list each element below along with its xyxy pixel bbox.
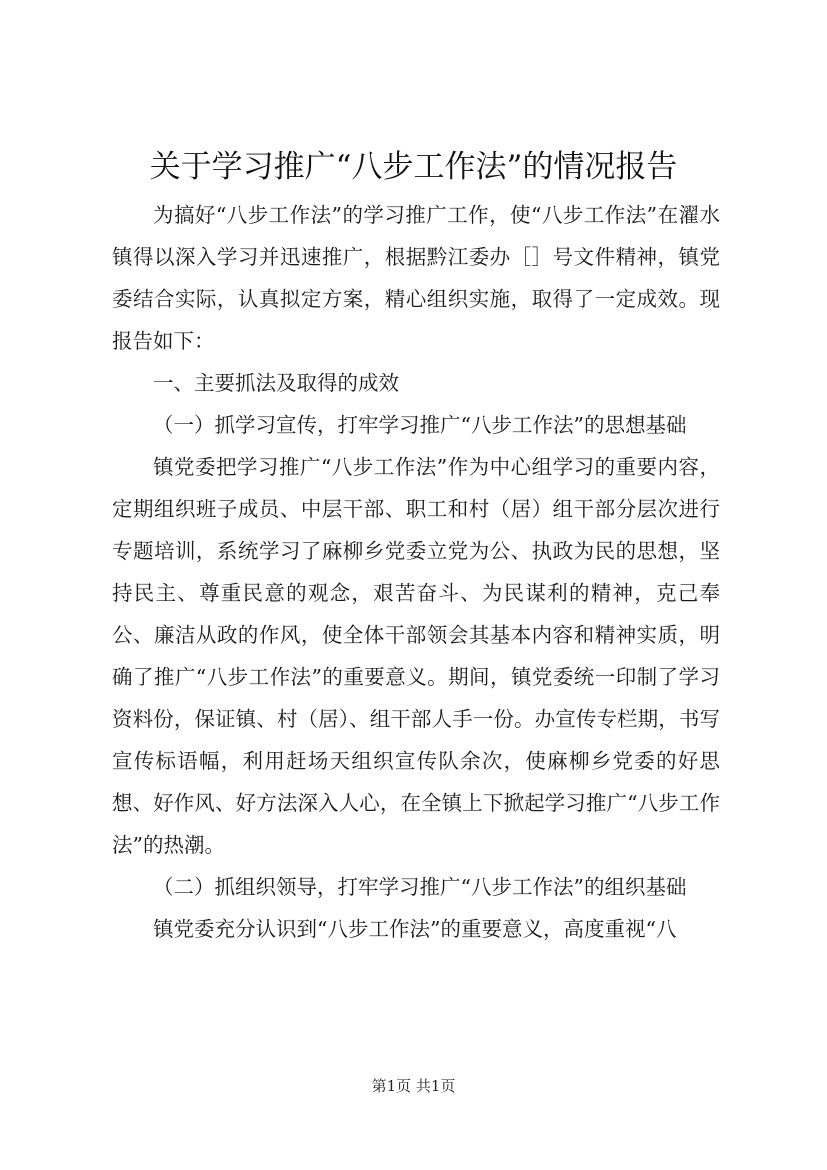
paragraph-organization: 镇党委充分认识到“八步工作法”的重要意义，高度重视“八 — [153, 917, 677, 941]
subsection-heading-2: （二）抓组织领导，打牢学习推广“八步工作法”的组织基础 — [153, 875, 687, 899]
paragraph-intro: 为搞好“八步工作法”的学习推广工作，使“八步工作法”在濯水镇得以深入学习并迅速推广，根据黔江委办［］号文件精神，镇党委结合实际，认真拟定方案，精心组织实施，取得了一定成效。现报告如下： — [112, 203, 720, 353]
section-heading-1: 一、主要抓法及取得的成效 — [153, 371, 399, 395]
page-footer: 第1页 共1页 — [371, 1077, 456, 1095]
document-title: 关于学习推广“八步工作法”的情况报告 — [149, 149, 678, 185]
document-body — [112, 194, 720, 950]
paragraph-study-promotion: 镇党委把学习推广“八步工作法”作为中心组学习的重要内容，定期组织班子成员、中层干部、职工和村（居）组干部分层次进行专题培训，系统学习了麻柳乡党委立党为公、执政为民的思想，坚持民主、尊重民意的观念，艰苦奋斗、为民谋利的精神，克己奉公、廉洁从政的作风，使全体干部领会其基本内容和精神实质，明确了推广“八步工作法”的重要意义。期间，镇党委统一印制了学习资料份，保证镇、村（居）、组干部人手一份。办宣传专栏期，书写宣传标语幅，利用赶场天组织宣传队余次，使麻柳乡党委的好思想、好作风、好方法深入人心，在全镇上下掀起学习推广“八步工作法”的热潮。 — [112, 455, 720, 857]
subsection-heading-1: （一）抓学习宣传，打牢学习推广“八步工作法”的思想基础 — [153, 413, 687, 437]
